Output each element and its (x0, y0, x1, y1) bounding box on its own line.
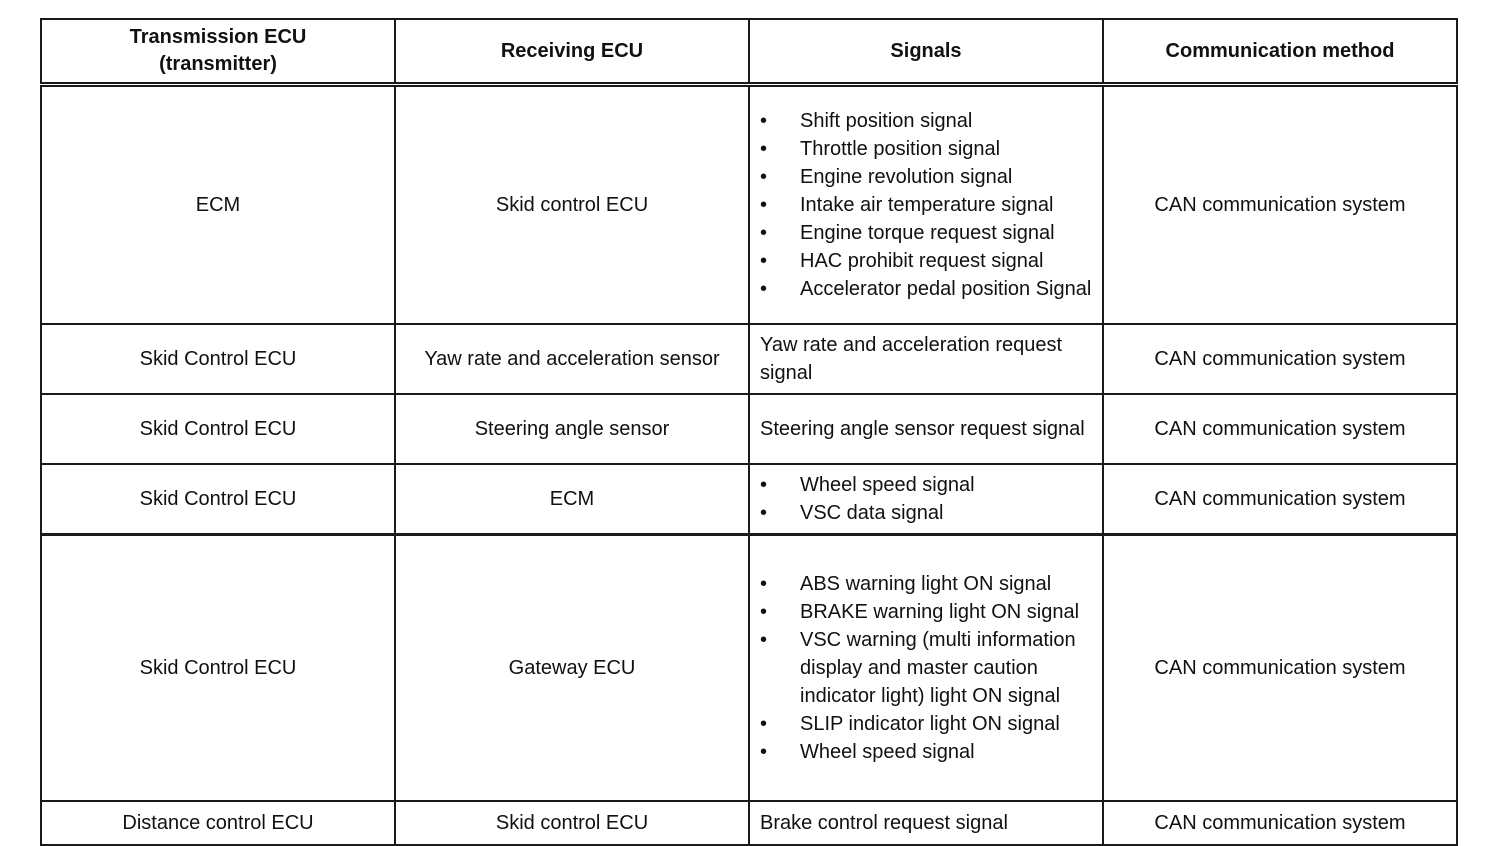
table-row (41, 801, 1457, 845)
header-signals: Signals (749, 19, 1103, 85)
signal-item: • Shift position signal (760, 107, 1092, 135)
signal-list (760, 107, 1092, 303)
header-receiver: Receiving ECU (395, 19, 749, 85)
signals-cell (749, 464, 1103, 535)
receiver-cell: ECM (395, 464, 749, 535)
receiver-cell: Skid control ECU (395, 85, 749, 325)
transmitter-cell: Skid Control ECU (41, 464, 395, 535)
signal-item: • Engine revolution signal (760, 163, 1092, 191)
signal-item: • Wheel speed signal (760, 738, 1092, 766)
table-row (41, 85, 1457, 325)
signal-item: • ABS warning light ON signal (760, 570, 1092, 598)
method-cell: CAN communication system (1103, 801, 1457, 845)
receiver-cell: Yaw rate and acceleration sensor (395, 324, 749, 394)
method-cell: CAN communication system (1103, 535, 1457, 802)
receiver-cell: Gateway ECU (395, 535, 749, 802)
method-cell: CAN communication system (1103, 85, 1457, 325)
receiver-cell: Steering angle sensor (395, 394, 749, 464)
signal-item: • HAC prohibit request signal (760, 247, 1092, 275)
method-cell: CAN communication system (1103, 464, 1457, 535)
table-row (41, 464, 1457, 535)
signals-cell: Steering angle sensor request signal (749, 394, 1103, 464)
signal-item: • BRAKE warning light ON signal (760, 598, 1092, 626)
transmitter-cell: Skid Control ECU (41, 394, 395, 464)
signal-item: • SLIP indicator light ON signal (760, 710, 1092, 738)
signal-item: • Intake air temperature signal (760, 191, 1092, 219)
signals-cell: Brake control request signal (749, 801, 1103, 845)
transmitter-cell: ECM (41, 85, 395, 325)
signal-item: • Engine torque request signal (760, 219, 1092, 247)
signal-item: • VSC data signal (760, 499, 1092, 527)
signals-cell (749, 85, 1103, 325)
header-method: Communication method (1103, 19, 1457, 85)
table-row (41, 394, 1457, 464)
signal-item: • VSC warning (multi information display and master caution indicator light) light ON signal (760, 626, 1092, 710)
signal-item: • Throttle position signal (760, 135, 1092, 163)
ecu-communication-table (40, 18, 1458, 846)
signal-item: • Accelerator pedal position Signal (760, 275, 1092, 303)
signal-item: • Wheel speed signal (760, 471, 1092, 499)
header-transmitter-line2: (transmitter) (159, 53, 277, 75)
signal-list (760, 471, 1092, 527)
transmitter-cell: Skid Control ECU (41, 535, 395, 802)
signal-list (760, 570, 1092, 766)
table-row (41, 535, 1457, 802)
header-transmitter-line1: Transmission ECU (129, 26, 307, 48)
method-cell: CAN communication system (1103, 324, 1457, 394)
method-cell: CAN communication system (1103, 394, 1457, 464)
header-row (41, 19, 1457, 85)
receiver-cell: Skid control ECU (395, 801, 749, 845)
table-row (41, 324, 1457, 394)
signals-cell: Yaw rate and acceleration request signal (749, 324, 1103, 394)
header-transmitter (41, 19, 395, 85)
transmitter-cell: Distance control ECU (41, 801, 395, 845)
signals-cell (749, 535, 1103, 802)
transmitter-cell: Skid Control ECU (41, 324, 395, 394)
